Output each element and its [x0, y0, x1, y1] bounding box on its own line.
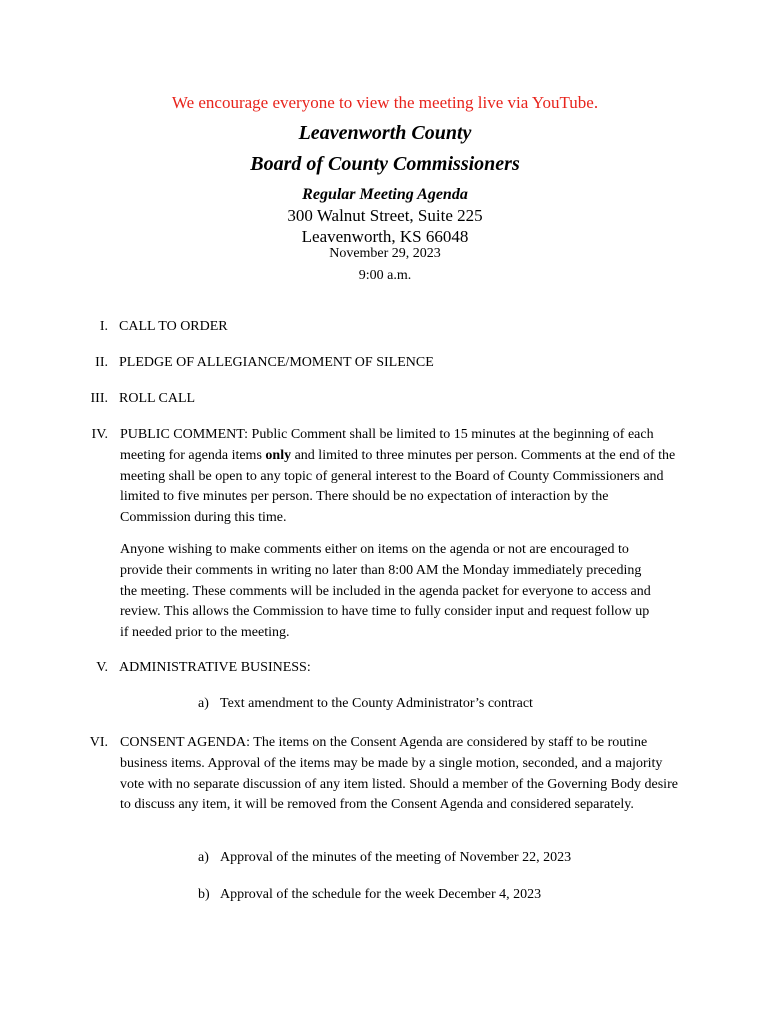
address-line-1: 300 Walnut Street, Suite 225 [287, 206, 483, 225]
item-number: IV. [91, 427, 108, 442]
org-title: Leavenworth County [298, 122, 472, 144]
subitem-text: Text amendment to the County Administrator’s contract [220, 696, 533, 711]
address-line-2: Leavenworth, KS 66048 [301, 227, 469, 246]
item-pledge: PLEDGE OF ALLEGIANCE/MOMENT OF SILENCE [119, 355, 434, 370]
meeting-time: 9:00 a.m. [358, 268, 412, 283]
item-number: V. [96, 660, 108, 675]
public-comment-bold: only [265, 447, 292, 463]
public-comment-text-cont: and limited to three minutes per person. Comments at the end of the meeting shall be open to any topic of general interest to the Board of County Commissioners and limited to five minutes per person. There should be no expectation of interaction by the Commission during this time. [120, 447, 676, 526]
org-subtitle: Board of County Commissioners [250, 153, 520, 175]
consent-subitem-a [198, 850, 571, 866]
consent-subitem-b [198, 887, 541, 903]
subitem-label: a) [198, 850, 209, 865]
item-call-to-order: CALL TO ORDER [119, 319, 228, 334]
subitem-label: a) [198, 696, 209, 711]
item-consent-agenda: CONSENT AGENDA: The items on the Consent Agenda are considered by staff to be routine business items. Approval of the items may be made by a single motion, seconded, and a majority vote with no separate discussion of any item listed. Should a member of the Governing Body desire to discuss any item, it will be removed from the Consent Agenda and considered separately. [120, 735, 678, 813]
item-administrative-business: ADMINISTRATIVE BUSINESS: [119, 660, 311, 675]
subitem-text: Approval of the minutes of the meeting of November 22, 2023 [220, 850, 572, 865]
meeting-date: November 29, 2023 [329, 246, 441, 261]
item-number: VI. [89, 735, 108, 750]
youtube-notice: We encourage everyone to view the meeting live via YouTube. [171, 93, 599, 112]
subitem-label: b) [198, 887, 210, 902]
public-comment-written-note: Anyone wishing to make comments either on items on the agenda or not are encouraged to provide their comments in writing no later than 8:00 AM the Monday immediately preceding the meeting. These comments will be included in the agenda packet for everyone to access and review. This allows the Commission to have time to fully consider input and request follow up if needed prior to the meeting. [120, 542, 651, 641]
item-roll-call: ROLL CALL [119, 391, 196, 406]
item-number: II. [95, 355, 108, 370]
item-number: III. [90, 391, 108, 406]
meeting-type: Regular Meeting Agenda [302, 186, 468, 203]
subitem-text: Approval of the schedule for the week December 4, 2023 [220, 887, 542, 902]
item-public-comment [120, 425, 680, 529]
public-comment-text: PUBLIC COMMENT: Public Comment shall be limited to 15 minutes at the beginning of each meeting for agenda items [120, 427, 654, 463]
item-number: I. [99, 319, 108, 334]
admin-subitem-a [198, 696, 533, 712]
